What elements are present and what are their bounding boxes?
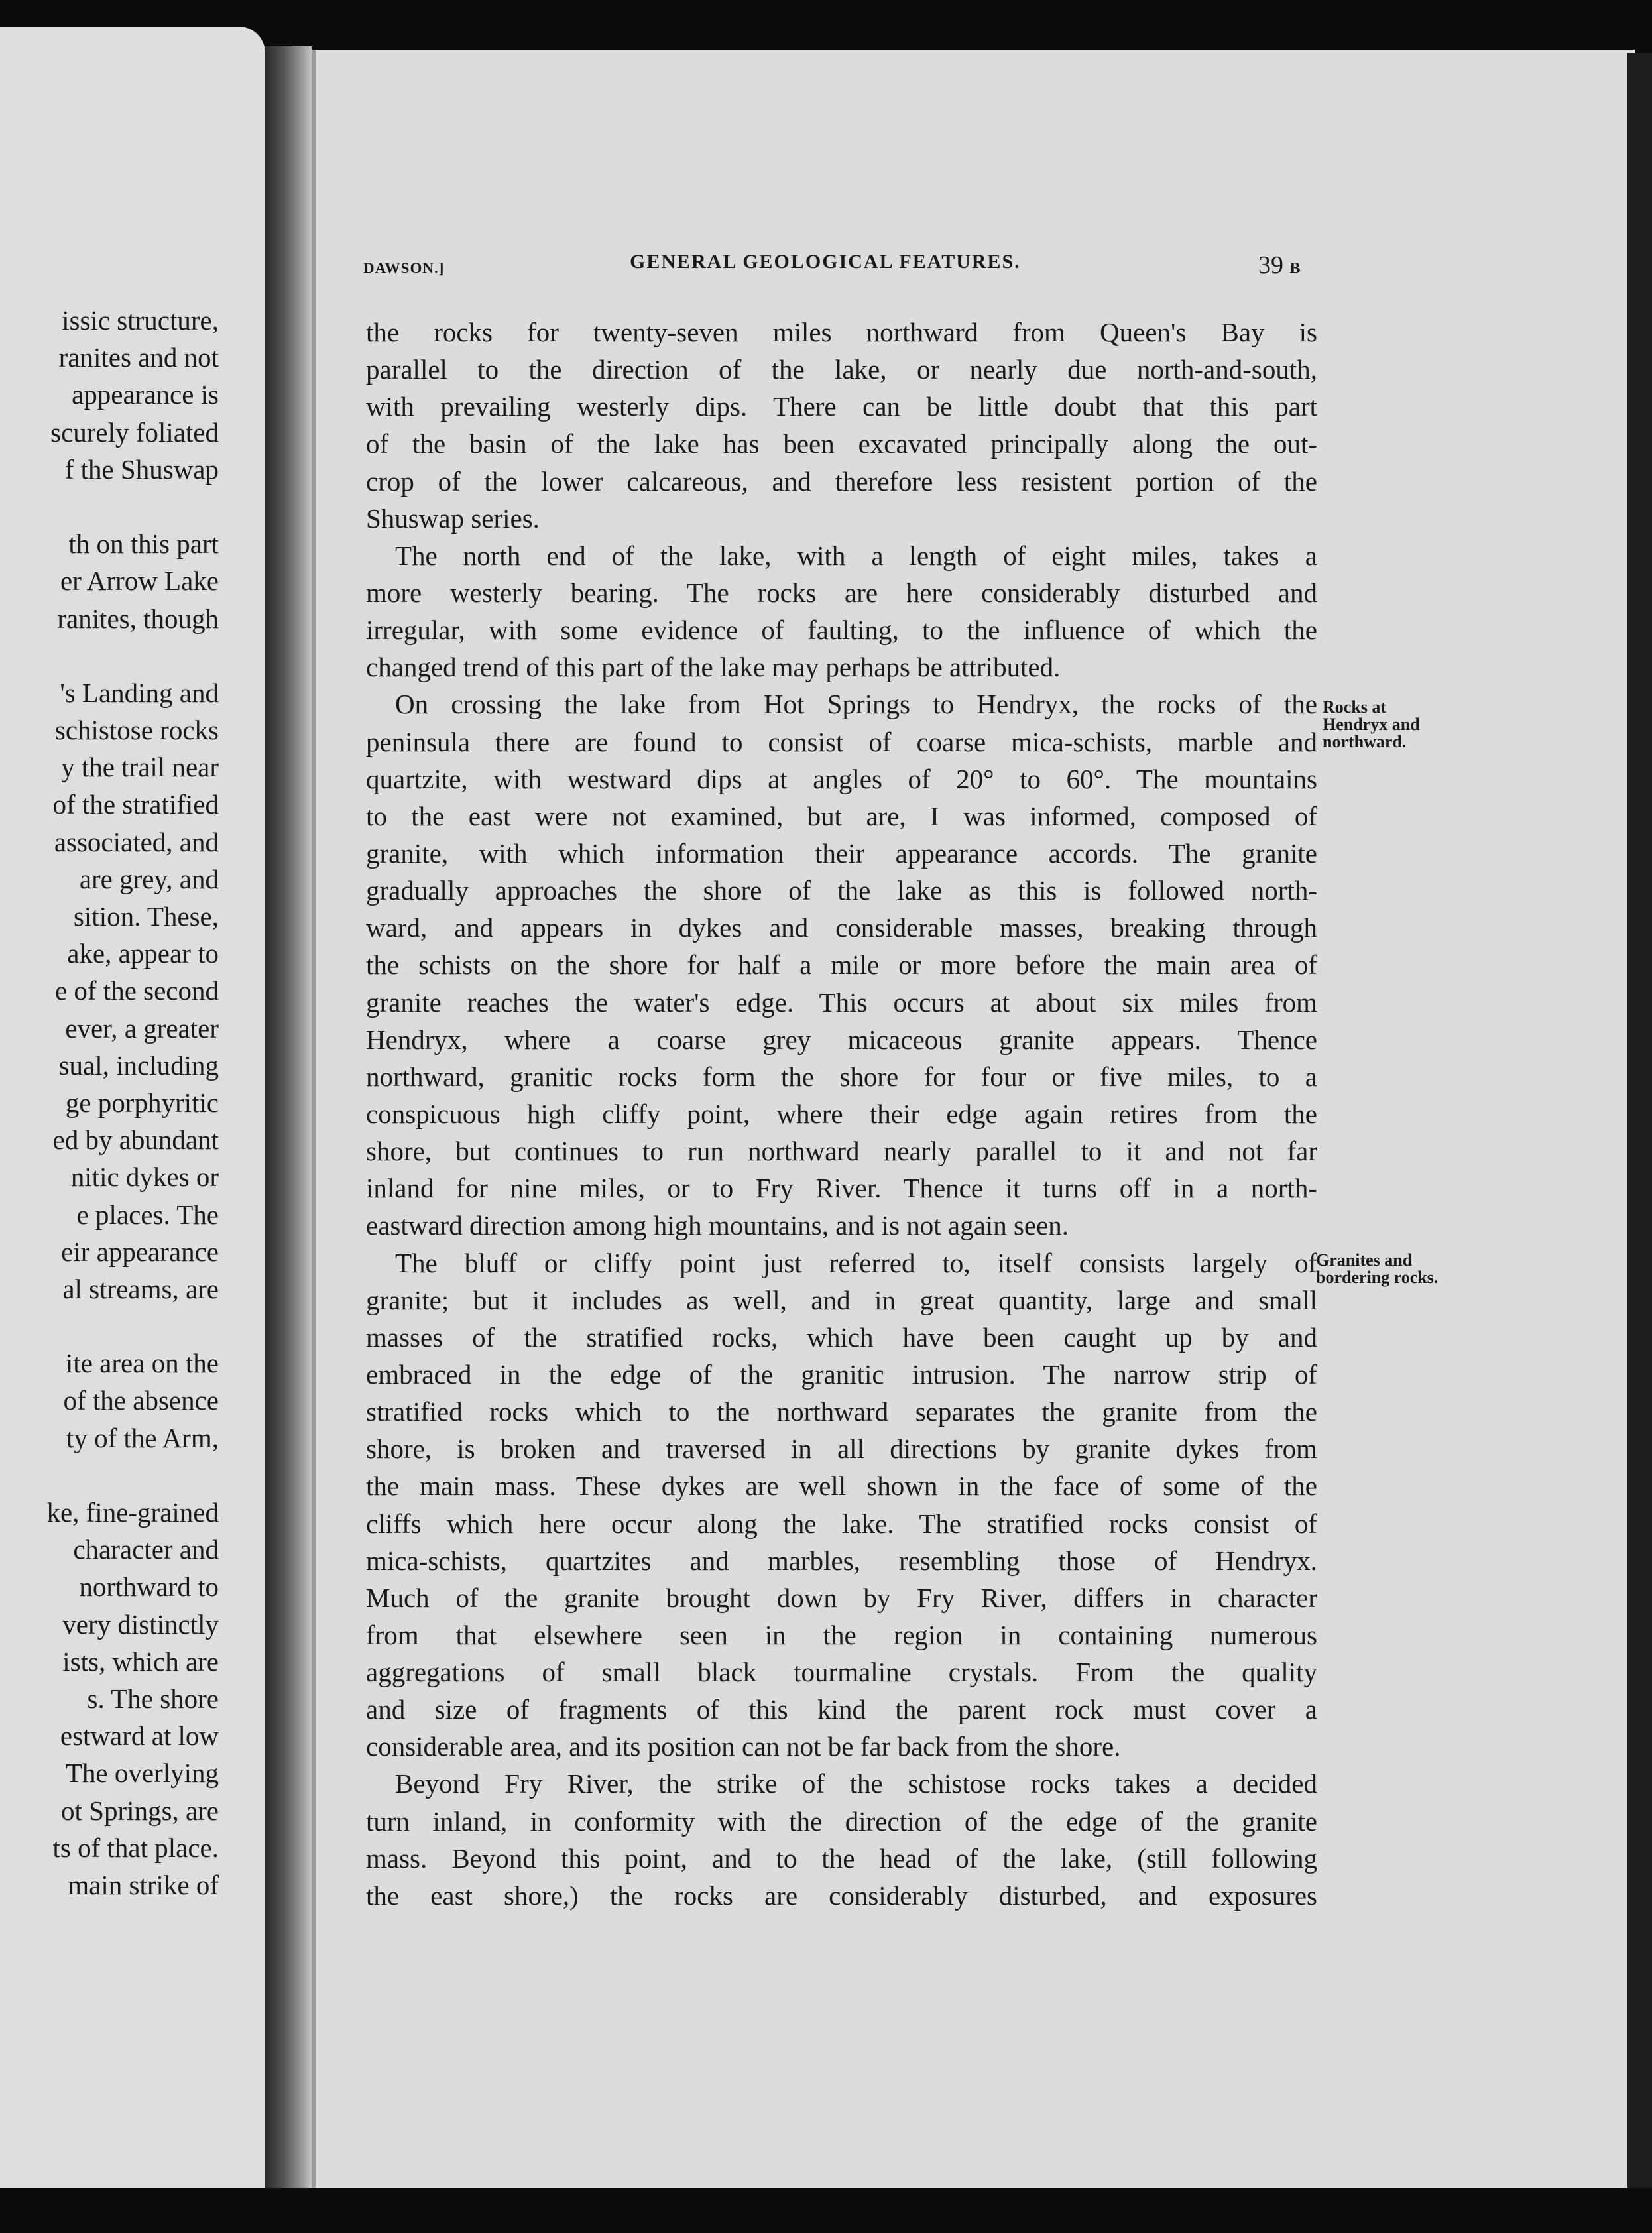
book-gutter (265, 46, 312, 2188)
text-line: changed trend of this part of the lake may perhaps be attributed. (366, 652, 1061, 683)
text-line: The north end of the lake, with a length of eight miles, takes a (395, 540, 1317, 571)
text-line: gradually approaches the shore of the lake as this is followed north- (366, 875, 1317, 906)
left-text-fragment (0, 1307, 219, 1345)
text-line: eastward direction among high mountains, and is not again seen. (366, 1210, 1069, 1241)
running-head-author: DAWSON.] (363, 260, 445, 276)
left-text-fragment (0, 637, 219, 674)
left-text-fragment: ever, a greater (65, 1012, 219, 1044)
left-text-fragment: issic structure, (62, 305, 219, 335)
text-line: northward, granitic rocks form the shore for four or five miles, to a (366, 1061, 1317, 1092)
left-text-fragment: sition. These, (73, 901, 219, 932)
text-line: irregular, with some evidence of faulting, to the influence of which the (366, 615, 1317, 646)
text-line: conspicuous high cliffy point, where their edge again retires from the (366, 1098, 1317, 1129)
text-line: stratified rocks which to the northward separates the granite from the (366, 1396, 1317, 1427)
text-line: crop of the lower calcareous, and therefore less resistent portion of the (366, 465, 1317, 497)
text-line: the schists on the shore for half a mile or more before the main area of (366, 949, 1317, 981)
text-line: embraced in the edge of the granitic intrusion. The narrow strip of (366, 1358, 1317, 1390)
left-text-fragment: of the absence (63, 1385, 219, 1416)
side-note-rocks-at-hendryx (1323, 699, 1420, 751)
text-line: the east shore,) the rocks are considerably disturbed, and exposures (366, 1880, 1317, 1911)
left-text-fragment: ke, fine-grained (46, 1497, 219, 1528)
left-text-fragment: ists, which are (62, 1646, 219, 1677)
text-line: Much of the granite brought down by Fry River, differs in character (366, 1582, 1317, 1613)
text-line: mica-schists, quartzites and marbles, resembling those of Hendryx. (366, 1545, 1317, 1576)
side-note-line: bordering rocks. (1316, 1268, 1439, 1287)
running-head-title: GENERAL GEOLOGICAL FEATURES. (630, 251, 1021, 272)
left-text-fragment: scurely foliated (50, 416, 219, 448)
text-line: cliffs which here occur along the lake. The stratified rocks consist of (366, 1508, 1317, 1539)
left-text-fragment: of the stratified (52, 789, 219, 820)
side-note-line: Granites and (1316, 1250, 1413, 1270)
page-number-suffix: B (1289, 260, 1301, 277)
page-number-value: 39 (1258, 251, 1283, 279)
left-text-fragment: eir appearance (61, 1236, 219, 1267)
left-text-fragment: ranites, though (57, 603, 219, 634)
side-note-line: northward. (1323, 732, 1407, 751)
side-note-line: Rocks at (1323, 697, 1387, 717)
text-line: Hendryx, where a coarse grey micaceous granite appears. Thence (366, 1024, 1317, 1055)
text-line: turn inland, in conformity with the direction of the edge of the granite (366, 1805, 1317, 1837)
text-line: On crossing the lake from Hot Springs to Hendryx, the rocks of the (395, 689, 1317, 720)
left-text-fragment: e of the second (54, 975, 219, 1006)
side-note-line: Hendryx and (1323, 715, 1420, 734)
left-text-fragment (0, 1457, 219, 1494)
text-line: the main mass. These dykes are well shown in the face of some of the (366, 1471, 1317, 1502)
text-line: masses of the stratified rocks, which have been caught up by and (366, 1321, 1317, 1353)
text-line: shore, but continues to run northward nearly parallel to it and not far (366, 1136, 1317, 1167)
left-text-fragment: estward at low (60, 1720, 219, 1752)
left-text-fragment: nitic dykes or (70, 1162, 219, 1193)
text-line: parallel to the direction of the lake, or nearly due north-and-south, (366, 354, 1317, 385)
left-text-fragment: 's Landing and (60, 677, 219, 708)
text-line: granite reaches the water's edge. This occurs at about six miles from (366, 987, 1317, 1018)
text-line: quartzite, with westward dips at angles of 20° to 60°. The mountains (366, 763, 1317, 794)
left-text-fragment: The overlying (65, 1758, 219, 1789)
left-text-fragment (0, 488, 219, 525)
text-line: granite; but it includes as well, and in great quantity, large and small (366, 1284, 1317, 1315)
left-text-fragment: appearance is (72, 379, 219, 410)
left-text-fragment: ts of that place. (52, 1832, 219, 1863)
text-line: aggregations of small black tourmaline crystals. From the quality (366, 1657, 1317, 1688)
text-line: Shuswap series. (366, 503, 540, 534)
text-line: peninsula there are found to consist of coarse mica-schists, marble and (366, 726, 1317, 757)
text-line: and size of fragments of this kind the parent rock must cover a (366, 1694, 1317, 1725)
left-text-fragment: th on this part (68, 528, 219, 560)
left-text-fragment: main strike of (68, 1869, 219, 1900)
left-text-fragment: ot Springs, are (61, 1795, 219, 1826)
left-text-fragment: y the trail near (61, 752, 219, 783)
text-line: from that elsewhere seen in the region in containing numerous (366, 1619, 1317, 1650)
left-text-fragment: ty of the Arm, (66, 1422, 219, 1453)
text-line: shore, is broken and traversed in all directions by granite dykes from (366, 1433, 1317, 1465)
left-text-fragment: ite area on the (65, 1348, 219, 1379)
text-line: mass. Beyond this point, and to the head of the lake, (still following (366, 1842, 1317, 1874)
left-text-fragment: sual, including (58, 1050, 219, 1081)
text-line: considerable area, and its position can not be far back from the shore. (366, 1731, 1121, 1762)
left-text-fragment: associated, and (54, 826, 219, 857)
text-line: to the east were not examined, but are, I was informed, composed of (366, 800, 1317, 831)
left-text-fragment: ranites and not (58, 342, 219, 373)
text-line: more westerly bearing. The rocks are here considerably disturbed and (366, 577, 1317, 608)
left-text-fragment: schistose rocks (54, 715, 219, 746)
left-text-fragment: are grey, and (79, 863, 219, 894)
side-note-granites (1316, 1252, 1438, 1286)
left-text-fragment: f the Shuswap (64, 453, 219, 485)
scan-right-border (1627, 53, 1652, 2188)
left-text-fragment: character and (73, 1534, 219, 1565)
text-line: inland for nine miles, or to Fry River. Thence it turns off in a north- (366, 1173, 1317, 1204)
left-facing-page (0, 27, 265, 2188)
left-text-fragment: er Arrow Lake (60, 566, 219, 597)
body-text (366, 314, 1317, 1914)
text-line: of the basin of the lake has been excavated principally along the out- (366, 428, 1317, 459)
text-line: the rocks for twenty-seven miles northward from Queen's Bay is (366, 317, 1317, 347)
text-line: ward, and appears in dykes and considerable masses, breaking through (366, 912, 1317, 943)
left-text-fragment: ake, appear to (67, 938, 219, 969)
left-text-fragment: very distinctly (62, 1608, 219, 1640)
scan-bottom-border (0, 2188, 1652, 2233)
left-text-fragment: s. The shore (87, 1683, 219, 1714)
left-page-text (0, 302, 219, 1903)
text-line: Beyond Fry River, the strike of the schistose rocks takes a decided (395, 1768, 1317, 1799)
text-line: granite, with which information their appearance accords. The granite (366, 837, 1317, 869)
left-text-fragment: northward to (79, 1571, 219, 1602)
left-text-fragment: ed by abundant (52, 1124, 219, 1156)
left-text-fragment: e places. The (76, 1199, 219, 1230)
text-line: with prevailing westerly dips. There can be little doubt that this part (366, 391, 1317, 422)
left-text-fragment: al streams, are (62, 1273, 219, 1304)
page-number (1258, 251, 1301, 284)
text-line: The bluff or cliffy point just referred to, itself consists largely of (395, 1247, 1317, 1278)
left-text-fragment: ge porphyritic (65, 1087, 219, 1118)
